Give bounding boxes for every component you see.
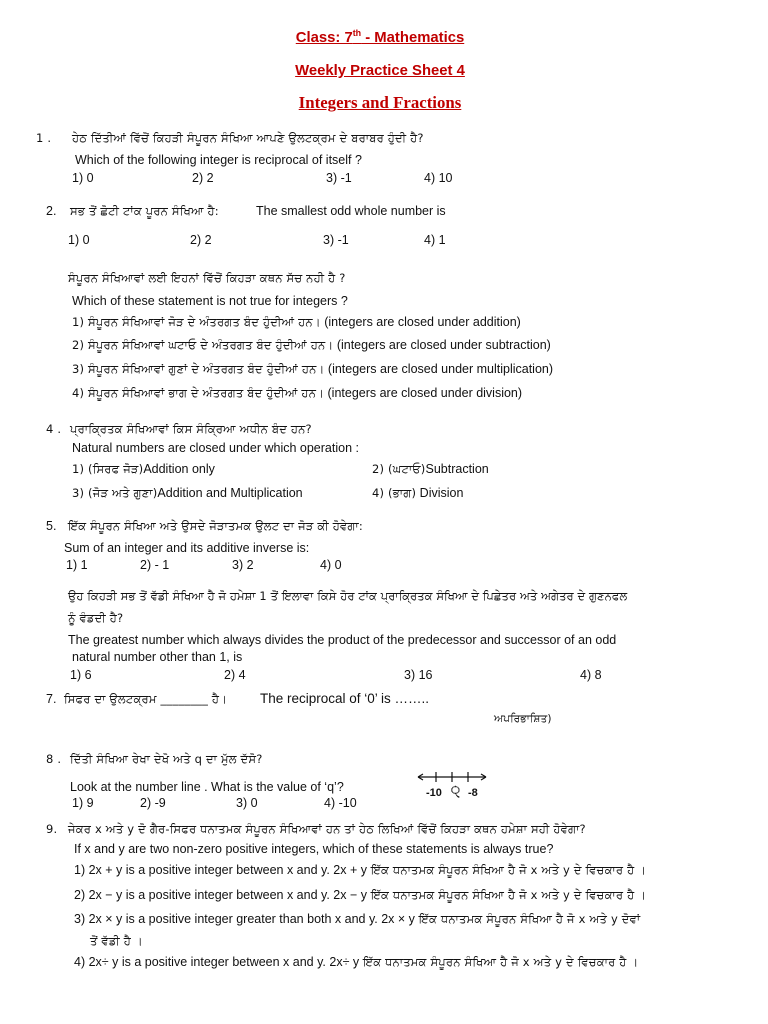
q2-option-4: 4) 1 <box>424 233 446 247</box>
number-line-label-q: ੑ <box>451 785 460 797</box>
q9-punjabi: ਜੇਕਰ x ਅਤੇ y ਦੋ ਗੈਰ-ਸਿਫਰ ਧਨਾਤਮਕ ਸੰਪੂਰਨ ਸੰਖਿਆਵਾਂ ਹਨ ਤਾਂ ਹੇਠ ਲਿਖਿਆਂ ਵਿੱਚੋਂ ਕਿਹੜਾ ਕਥਨ ਹਮੇਸ਼ਾ ਸਹੀ ਹੋਵੇਗਾ? <box>68 822 586 836</box>
q5-punjabi: ਇੱਕ ਸੰਪੂਰਨ ਸੰਖਿਆ ਅਤੇ ਉਸਦੇ ਜੋੜਾਤਮਕ ਉਲਟ ਦਾ ਜੋੜ ਕੀ ਹੋਵੇਗਾ: <box>68 519 363 533</box>
number-line <box>414 768 490 786</box>
q4-option-4: 4) (ਭਾਗ) Division <box>372 486 464 500</box>
number-line-label-1: -10 <box>426 787 442 799</box>
q3-punjabi: ਸੰਪੂਰਨ ਸੰਖਿਆਵਾਂ ਲਈ ਇਹਨਾਂ ਵਿੱਚੋਂ ਕਿਹੜਾ ਕਥਨ ਸੱਚ ਨਹੀ ਹੈ ? <box>68 271 346 285</box>
q1-number: 1 . <box>36 131 52 145</box>
number-line-label-3: -8 <box>468 787 478 799</box>
q6-option-3: 3) 16 <box>404 668 433 682</box>
q4-number: 4 . <box>46 422 62 436</box>
q9-option-1: 1) 2x + y is a positive integer between x and y. 2x + y ਇੱਕ ਧਨਾਤਮਕ ਸੰਪੂਰਨ ਸੰਖਿਆ ਹੈ ਜੋ x ਅਤੇ y ਦੇ ਵਿਚਕਾਰ ਹੈ । <box>74 863 647 877</box>
q4-punjabi: ਪ੍ਰਾਕ੍ਰਿਤਕ ਸੰਖਿਆਵਾਂ ਕਿਸ ਸੰਕ੍ਰਿਆ ਅਧੀਨ ਬੰਦ ਹਨ? <box>70 422 312 436</box>
q2-english: The smallest odd whole number is <box>256 204 446 218</box>
q4-option-2: 2) (ਘਟਾਓ)Subtraction <box>372 462 489 476</box>
q9-english: If x and y are two non-zero positive integers, which of these statements is always true? <box>74 842 554 856</box>
q2-number: 2. <box>46 204 57 218</box>
q6-english-line1: The greatest number which always divides the product of the predecessor and successor of an odd <box>68 633 617 647</box>
q3-option-3: 3) ਸੰਪੂਰਨ ਸੰਖਿਆਵਾਂ ਗੁਣਾਂ ਦੇ ਅੰਤਰਗਤ ਬੰਦ ਹੁੰਦੀਆਂ ਹਨ। (integers are closed under multiplication) <box>72 362 554 376</box>
q2-option-1: 1) 0 <box>68 233 90 247</box>
q5-option-3: 3) 2 <box>232 558 254 572</box>
q8-option-3: 3) 0 <box>236 796 258 810</box>
sheet-title: Weekly Practice Sheet 4 <box>295 62 465 79</box>
q8-option-4: 4) -10 <box>324 796 357 810</box>
q7-answer-hint: ਅਪਰਿਭਾਸ਼ਿਤ) <box>494 713 552 725</box>
q3-option-2: 2) ਸੰਪੂਰਨ ਸੰਖਿਆਵਾਂ ਘਟਾਓ ਦੇ ਅੰਤਰਗਤ ਬੰਦ ਹੁੰਦੀਆਂ ਹਨ। (integers are closed under subtraction) <box>72 338 551 352</box>
q6-option-4: 4) 8 <box>580 668 602 682</box>
q7-english: The reciprocal of ‘0’ is …….. <box>260 691 430 706</box>
q5-number: 5. <box>46 519 57 533</box>
q1-option-1: 1) 0 <box>72 171 94 185</box>
q6-english-line2: natural number other than 1, is <box>72 650 243 664</box>
q6-punjabi-line2: ਨੂੰ ਵੰਡਦੀ ਹੈ? <box>68 611 124 625</box>
q3-option-4: 4) ਸੰਪੂਰਨ ਸੰਖਿਆਵਾਂ ਭਾਗ ਦੇ ਅੰਤਰਗਤ ਬੰਦ ਹੁੰਦੀਆਂ ਹਨ। (integers are closed under division) <box>72 386 523 400</box>
q1-punjabi: ਹੇਠ ਦਿੱਤੀਆਂ ਵਿੱਚੋਂ ਕਿਹੜੀ ਸੰਪੂਰਨ ਸੰਖਿਆ ਆਪਣੇ ਉਲਟਕ੍ਰਮ ਦੇ ਬਰਾਬਰ ਹੁੰਦੀ ਹੈ? <box>72 131 424 145</box>
q4-english: Natural numbers are closed under which operation : <box>72 441 359 455</box>
topic-title: Integers and Fractions <box>298 93 462 112</box>
q4-option-1: 1) (ਸਿਰਫ ਜੋੜ)Addition only <box>72 462 215 476</box>
q7-punjabi: ਸਿਫਰ ਦਾ ਉਲਟਕ੍ਰਮ ________ ਹੈ। <box>64 692 228 706</box>
q8-number: 8 . <box>46 752 62 766</box>
q8-english: Look at the number line . What is the value of ‘q’? <box>70 780 344 794</box>
q8-option-2: 2) -9 <box>140 796 166 810</box>
q8-punjabi: ਦਿੱਤੀ ਸੰਖਿਆ ਰੇਖਾ ਦੇਖੋ ਅਤੇ q ਦਾ ਮੁੱਲ ਦੱਸੋ? <box>70 752 263 766</box>
q2-option-3: 3) -1 <box>323 233 349 247</box>
q8-option-1: 1) 9 <box>72 796 94 810</box>
q9-option-3: 3) 2x × y is a positive integer greater than both x and y. 2x × y ਇੱਕ ਧਨਾਤਮਕ ਸੰਪੂਰਨ ਸੰਖਿਆ ਹੈ ਜੋ x ਅਤੇ y ਦੋਵਾਂ <box>74 912 641 926</box>
q5-option-2: 2) - 1 <box>140 558 170 572</box>
q1-option-2: 2) 2 <box>192 171 214 185</box>
q3-option-1: 1) ਸੰਪੂਰਨ ਸੰਖਿਆਵਾਂ ਜੋੜ ਦੇ ਅੰਤਰਗਤ ਬੰਦ ਹੁੰਦੀਆਂ ਹਨ। (integers are closed under addition) <box>72 315 521 329</box>
q9-option-4: 4) 2x÷ y is a positive integer between x and y. 2x÷ y ਇੱਕ ਧਨਾਤਮਕ ਸੰਪੂਰਨ ਸੰਖਿਆ ਹੈ ਜੋ x ਅਤੇ y ਦੇ ਵਿਚਕਾਰ ਹੈ । <box>74 955 639 969</box>
q9-number: 9. <box>46 822 58 836</box>
q5-option-4: 4) 0 <box>320 558 342 572</box>
q1-option-3: 3) -1 <box>326 171 352 185</box>
q9-option-3-cont: ਤੋਂ ਵੱਡੀ ਹੈ । <box>90 934 143 948</box>
q6-option-2: 2) 4 <box>224 668 246 682</box>
q5-english: Sum of an integer and its additive inverse is: <box>64 541 310 555</box>
q6-punjabi-line1: ਉਹ ਕਿਹੜੀ ਸਭ ਤੋਂ ਵੱਡੀ ਸੰਖਿਆ ਹੈ ਜੋ ਹਮੇਸ਼ਾ 1 ਤੋਂ ਇਲਾਵਾ ਕਿਸੇ ਹੋਰ ਟਾਂਕ ਪ੍ਰਾਕ੍ਰਿਤਕ ਸੰਖਿਆ ਦੇ ਪਿਛੇਤਰ ਅਤੇ ਅਗੇਤਰ ਦੇ ਗੁਣਨਫਲ <box>68 590 628 603</box>
q1-english: Which of the following integer is reciprocal of itself ? <box>75 153 362 167</box>
q5-option-1: 1) 1 <box>66 558 88 572</box>
q2-punjabi: ਸਭ ਤੋਂ ਛੋਟੀ ਟਾਂਕ ਪੂਰਨ ਸੰਖਿਆ ਹੈ: <box>70 204 219 218</box>
q3-english: Which of these statement is not true for integers ? <box>72 294 348 308</box>
q2-option-2: 2) 2 <box>190 233 212 247</box>
q6-option-1: 1) 6 <box>70 668 92 682</box>
q4-option-3: 3) (ਜੋੜ ਅਤੇ ਗੁਣਾ)Addition and Multiplication <box>72 486 303 500</box>
q1-option-4: 4) 10 <box>424 171 453 185</box>
class-title: Class: 7th - Mathematics <box>295 28 465 46</box>
q9-option-2: 2) 2x − y is a positive integer between x and y. 2x − y ਇੱਕ ਧਨਾਤਮਕ ਸੰਪੂਰਨ ਸੰਖਿਆ ਹੈ ਜੋ x ਅਤੇ y ਦੇ ਵਿਚਕਾਰ ਹੈ । <box>74 888 647 902</box>
q7-number: 7. <box>46 692 57 706</box>
